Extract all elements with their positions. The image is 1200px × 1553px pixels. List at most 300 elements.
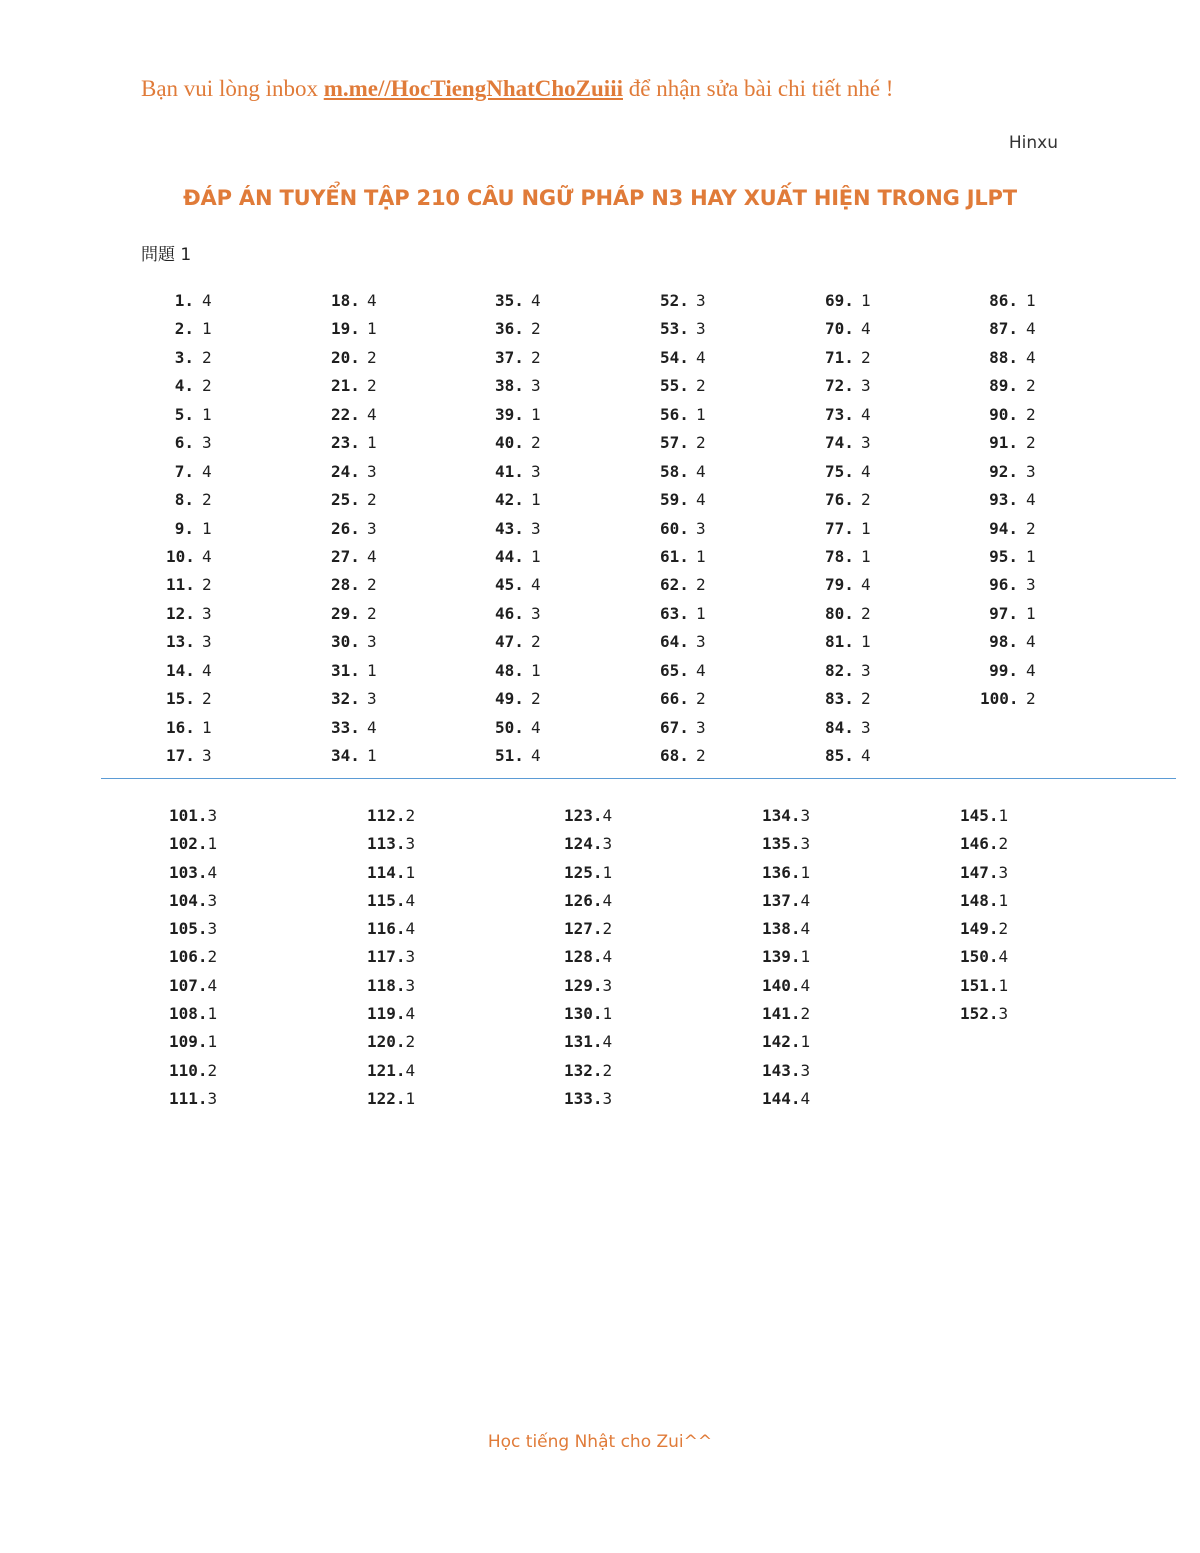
question-number: 134. — [762, 806, 801, 825]
answer-row — [367, 802, 415, 830]
answer-row — [762, 802, 810, 830]
question-number: 125. — [564, 862, 603, 882]
answer-row — [166, 600, 212, 628]
answer-row — [980, 543, 1036, 571]
question-number: 101. — [169, 806, 208, 825]
question-number: 77. — [825, 518, 854, 538]
answer-row — [367, 943, 415, 971]
question-number: 58. — [660, 461, 689, 481]
answer-row — [960, 943, 1008, 971]
question-number: 54. — [660, 347, 689, 367]
answer-choice: 1 — [405, 1088, 416, 1108]
answer-choice: 1 — [202, 404, 212, 424]
answer-row — [660, 287, 706, 315]
answer-choice: 1 — [531, 546, 541, 566]
answer-choice: 3 — [696, 319, 706, 339]
question-number: 103. — [169, 862, 208, 882]
answer-choice: 2 — [696, 433, 706, 453]
answer-choice: 4 — [367, 291, 377, 310]
question-number: 148. — [960, 890, 999, 910]
answer-choice: 2 — [367, 347, 377, 367]
answer-choice: 4 — [405, 1004, 416, 1024]
question-number: 131. — [564, 1032, 603, 1052]
answer-row — [960, 859, 1008, 887]
answer-column — [166, 287, 212, 770]
answer-choice: 4 — [531, 575, 541, 595]
question-number: 26. — [331, 518, 360, 538]
answer-row — [367, 1085, 415, 1113]
answer-choice: 3 — [998, 1004, 1009, 1024]
answer-choice: 2 — [531, 347, 541, 367]
answer-choice: 1 — [861, 291, 871, 310]
question-number: 5. — [174, 404, 194, 424]
question-number: 100. — [980, 689, 1019, 709]
question-number: 108. — [169, 1004, 208, 1024]
question-number: 66. — [660, 689, 689, 709]
answer-row — [495, 515, 541, 543]
answer-row — [495, 657, 541, 685]
answer-row — [660, 657, 706, 685]
question-number: 35. — [495, 291, 524, 310]
question-number: 11. — [166, 575, 195, 595]
answer-row — [564, 972, 612, 1000]
answer-row — [660, 486, 706, 514]
answer-choice: 1 — [202, 717, 212, 737]
answer-choice: 4 — [367, 717, 377, 737]
answer-choice: 1 — [531, 490, 541, 510]
answer-row — [825, 372, 871, 400]
answer-row — [980, 372, 1036, 400]
question-number: 87. — [989, 319, 1018, 339]
question-number: 44. — [495, 546, 524, 566]
answer-choice: 1 — [207, 1032, 218, 1052]
question-number: 119. — [367, 1004, 406, 1024]
answer-choice: 4 — [861, 404, 871, 424]
document-title: ĐÁP ÁN TUYỂN TẬP 210 CÂU NGỮ PHÁP N3 HAY XUẤT HIỆN TRONG JLPT — [183, 186, 1017, 210]
answer-choice: 2 — [531, 632, 541, 652]
answer-row — [564, 830, 612, 858]
answer-choice: 1 — [531, 660, 541, 680]
question-number: 20. — [331, 347, 360, 367]
question-number: 79. — [825, 575, 854, 595]
answer-row — [762, 1028, 810, 1056]
answer-row — [367, 972, 415, 1000]
question-number: 71. — [825, 347, 854, 367]
answer-choice: 4 — [602, 890, 613, 910]
answer-column — [169, 802, 217, 1113]
answer-row — [825, 458, 871, 486]
answer-row — [660, 515, 706, 543]
answer-row — [762, 830, 810, 858]
answer-row — [564, 887, 612, 915]
question-number: 8. — [174, 490, 194, 510]
question-number: 13. — [166, 632, 195, 652]
answer-choice: 1 — [1026, 546, 1036, 566]
answer-choice: 4 — [1026, 347, 1036, 367]
question-number: 68. — [660, 746, 689, 765]
answer-choice: 1 — [202, 518, 212, 538]
answer-choice: 2 — [531, 319, 541, 339]
question-number: 40. — [495, 433, 524, 453]
answer-column — [367, 802, 415, 1113]
answer-column — [660, 287, 706, 770]
question-number: 63. — [660, 603, 689, 623]
answer-row — [660, 401, 706, 429]
answer-row — [331, 372, 377, 400]
answer-row — [960, 887, 1008, 915]
question-number: 93. — [989, 490, 1018, 510]
question-number: 139. — [762, 947, 801, 967]
question-number: 3. — [174, 347, 194, 367]
answer-choice: 4 — [207, 975, 218, 995]
answer-row — [166, 742, 212, 770]
answer-row — [980, 401, 1036, 429]
answer-row — [660, 543, 706, 571]
author-name: Hinxu — [1008, 133, 1058, 153]
answer-choice: 2 — [861, 347, 871, 367]
answer-choice: 3 — [602, 834, 613, 854]
answer-row — [166, 543, 212, 571]
answer-choice: 4 — [861, 319, 871, 339]
answer-row — [367, 887, 415, 915]
question-number: 74. — [825, 433, 854, 453]
question-number: 129. — [564, 975, 603, 995]
answer-choice: 3 — [1026, 575, 1036, 595]
answer-choice: 4 — [1026, 319, 1036, 339]
answer-row — [331, 458, 377, 486]
question-number: 150. — [960, 947, 999, 967]
answer-choice: 2 — [207, 947, 218, 967]
answer-column — [762, 802, 810, 1113]
answer-row — [564, 915, 612, 943]
answer-row — [980, 315, 1036, 343]
answer-choice: 1 — [696, 404, 706, 424]
messenger-link[interactable]: m.me//HocTiengNhatChoZuiii — [323, 76, 623, 101]
answer-choice: 2 — [696, 746, 706, 765]
answer-choice: 1 — [602, 862, 613, 882]
question-number: 90. — [989, 404, 1018, 424]
answer-choice: 4 — [861, 575, 871, 595]
question-number: 51. — [495, 746, 524, 765]
answer-choice: 4 — [800, 890, 811, 910]
answer-choice: 2 — [207, 1060, 218, 1080]
question-number: 62. — [660, 575, 689, 595]
question-number: 107. — [169, 975, 208, 995]
question-number: 10. — [166, 546, 195, 566]
question-number: 60. — [660, 518, 689, 538]
answer-choice: 3 — [367, 518, 377, 538]
answer-choice: 2 — [405, 806, 416, 825]
answer-choice: 1 — [696, 546, 706, 566]
question-number: 16. — [166, 717, 195, 737]
answer-row — [980, 515, 1036, 543]
answer-row — [762, 887, 810, 915]
question-number: 4. — [174, 376, 194, 396]
answer-row — [825, 401, 871, 429]
question-number: 78. — [825, 546, 854, 566]
answer-choice: 3 — [367, 689, 377, 709]
answer-row — [660, 372, 706, 400]
answer-choice: 4 — [1026, 660, 1036, 680]
question-number: 99. — [989, 660, 1018, 680]
answer-choice: 4 — [602, 947, 613, 967]
answer-choice: 2 — [202, 689, 212, 709]
question-number: 42. — [495, 490, 524, 510]
question-number: 143. — [762, 1060, 801, 1080]
answer-choice: 2 — [202, 575, 212, 595]
answer-row — [331, 657, 377, 685]
question-number: 124. — [564, 834, 603, 854]
answer-row — [331, 571, 377, 599]
answer-choice: 3 — [531, 461, 541, 481]
question-number: 76. — [825, 490, 854, 510]
answer-choice: 3 — [202, 632, 212, 652]
answer-row — [331, 714, 377, 742]
question-number: 146. — [960, 834, 999, 854]
answer-choice: 4 — [800, 975, 811, 995]
answer-choice: 3 — [602, 1088, 613, 1108]
answer-choice: 4 — [602, 1032, 613, 1052]
answer-row — [169, 1028, 217, 1056]
answer-choice: 3 — [861, 376, 871, 396]
answer-choice: 4 — [207, 862, 218, 882]
question-number: 141. — [762, 1004, 801, 1024]
answer-choice: 4 — [696, 347, 706, 367]
answer-row — [762, 915, 810, 943]
answer-choice: 3 — [531, 603, 541, 623]
answer-choice: 3 — [861, 660, 871, 680]
answer-row — [495, 600, 541, 628]
question-number: 105. — [169, 919, 208, 939]
answer-row — [169, 1057, 217, 1085]
answer-choice: 2 — [1026, 689, 1036, 709]
question-number: 2. — [174, 319, 194, 339]
question-number: 48. — [495, 660, 524, 680]
question-number: 33. — [331, 717, 360, 737]
question-number: 59. — [660, 490, 689, 510]
question-number: 98. — [989, 632, 1018, 652]
question-number: 91. — [989, 433, 1018, 453]
answer-choice: 1 — [696, 603, 706, 623]
answer-choice: 2 — [367, 490, 377, 510]
question-number: 96. — [989, 575, 1018, 595]
answer-choice: 3 — [207, 1088, 218, 1108]
question-number: 122. — [367, 1088, 406, 1108]
answer-choice: 4 — [1026, 632, 1036, 652]
answer-row — [166, 372, 212, 400]
question-number: 75. — [825, 461, 854, 481]
section-divider — [101, 778, 1176, 779]
question-number: 92. — [989, 461, 1018, 481]
question-number: 31. — [331, 660, 360, 680]
question-number: 82. — [825, 660, 854, 680]
question-number: 126. — [564, 890, 603, 910]
answer-choice: 3 — [405, 947, 416, 967]
question-number: 86. — [989, 291, 1018, 310]
question-number: 120. — [367, 1032, 406, 1052]
answer-choice: 2 — [405, 1032, 416, 1052]
answer-row — [762, 1057, 810, 1085]
question-number: 15. — [166, 689, 195, 709]
question-number: 57. — [660, 433, 689, 453]
question-number: 17. — [166, 746, 195, 765]
question-number: 111. — [169, 1088, 208, 1108]
answer-row — [825, 315, 871, 343]
answer-row — [495, 571, 541, 599]
question-number: 1. — [174, 291, 194, 310]
answer-row — [169, 802, 217, 830]
answer-choice: 2 — [202, 490, 212, 510]
answer-choice: 2 — [861, 689, 871, 709]
answer-choice: 2 — [800, 1004, 811, 1024]
question-number: 95. — [989, 546, 1018, 566]
question-number: 70. — [825, 319, 854, 339]
answer-row — [166, 458, 212, 486]
answer-choice: 2 — [1026, 518, 1036, 538]
answer-row — [825, 515, 871, 543]
question-number: 55. — [660, 376, 689, 396]
answer-row — [331, 315, 377, 343]
answer-choice: 1 — [861, 546, 871, 566]
answer-choice: 1 — [207, 1004, 218, 1024]
answer-row — [495, 401, 541, 429]
answer-row — [660, 344, 706, 372]
answer-column — [331, 287, 377, 770]
answer-choice: 1 — [1026, 603, 1036, 623]
question-number: 83. — [825, 689, 854, 709]
answer-row — [169, 943, 217, 971]
answer-row — [980, 486, 1036, 514]
question-number: 45. — [495, 575, 524, 595]
answer-choice: 3 — [998, 862, 1009, 882]
question-number: 94. — [989, 518, 1018, 538]
question-number: 61. — [660, 546, 689, 566]
answer-row — [331, 685, 377, 713]
answer-choice: 3 — [800, 806, 811, 825]
answer-choice: 3 — [405, 834, 416, 854]
answer-row — [564, 859, 612, 887]
answer-row — [980, 685, 1036, 713]
answer-row — [960, 830, 1008, 858]
answer-row — [495, 315, 541, 343]
question-number: 136. — [762, 862, 801, 882]
answer-choice: 1 — [202, 319, 212, 339]
answer-choice: 4 — [531, 717, 541, 737]
question-number: 118. — [367, 975, 406, 995]
answer-row — [166, 486, 212, 514]
answer-choice: 4 — [696, 490, 706, 510]
question-number: 34. — [331, 746, 360, 765]
answer-row — [331, 401, 377, 429]
answer-row — [660, 685, 706, 713]
answer-row — [762, 943, 810, 971]
answer-choice: 4 — [531, 746, 541, 765]
answer-choice: 1 — [800, 1032, 811, 1052]
answer-row — [564, 943, 612, 971]
answer-choice: 1 — [861, 632, 871, 652]
answer-row — [331, 543, 377, 571]
answer-row — [980, 344, 1036, 372]
question-number: 117. — [367, 947, 406, 967]
question-number: 18. — [331, 291, 360, 310]
answer-choice: 3 — [367, 632, 377, 652]
answer-choice: 4 — [861, 461, 871, 481]
answer-row — [980, 458, 1036, 486]
answer-row — [825, 685, 871, 713]
answer-choice: 2 — [861, 490, 871, 510]
answer-row — [762, 972, 810, 1000]
answer-row — [166, 287, 212, 315]
answer-row — [495, 372, 541, 400]
answer-row — [495, 742, 541, 770]
answer-choice: 1 — [367, 433, 377, 453]
answer-choice: 2 — [202, 347, 212, 367]
question-number: 142. — [762, 1032, 801, 1052]
answer-row — [331, 429, 377, 457]
footer-text: Học tiếng Nhật cho Zui^^ — [487, 1432, 713, 1452]
answer-row — [660, 628, 706, 656]
question-number: 22. — [331, 404, 360, 424]
answer-row — [331, 344, 377, 372]
answer-row — [367, 1028, 415, 1056]
answer-choice: 1 — [367, 746, 377, 765]
answer-choice: 1 — [405, 862, 416, 882]
question-number: 130. — [564, 1004, 603, 1024]
answer-choice: 3 — [800, 834, 811, 854]
answer-row — [980, 657, 1036, 685]
answer-choice: 1 — [367, 319, 377, 339]
answer-choice: 1 — [531, 404, 541, 424]
answer-choice: 4 — [405, 890, 416, 910]
answer-choice: 3 — [531, 518, 541, 538]
answer-row — [825, 287, 871, 315]
answer-choice: 3 — [696, 291, 706, 310]
question-number: 72. — [825, 376, 854, 396]
question-number: 52. — [660, 291, 689, 310]
question-number: 89. — [989, 376, 1018, 396]
question-number: 65. — [660, 660, 689, 680]
question-number: 29. — [331, 603, 360, 623]
answer-row — [166, 429, 212, 457]
question-number: 102. — [169, 834, 208, 854]
answer-choice: 3 — [202, 433, 212, 453]
answer-choice: 4 — [405, 919, 416, 939]
answer-row — [495, 344, 541, 372]
answer-row — [660, 315, 706, 343]
answer-choice: 3 — [602, 975, 613, 995]
answer-row — [331, 600, 377, 628]
answer-choice: 4 — [531, 291, 541, 310]
answer-row — [660, 714, 706, 742]
answer-choice: 2 — [367, 376, 377, 396]
question-number: 46. — [495, 603, 524, 623]
answer-choice: 2 — [531, 433, 541, 453]
answer-row — [169, 915, 217, 943]
answer-row — [495, 458, 541, 486]
answer-choice: 3 — [800, 1060, 811, 1080]
answer-row — [169, 859, 217, 887]
answer-choice: 2 — [1026, 376, 1036, 396]
question-number: 9. — [174, 518, 194, 538]
answer-choice: 3 — [207, 919, 218, 939]
answer-row — [825, 429, 871, 457]
answer-row — [169, 830, 217, 858]
answer-row — [495, 429, 541, 457]
answer-row — [166, 515, 212, 543]
question-number: 6. — [174, 433, 194, 453]
question-number: 21. — [331, 376, 360, 396]
answer-row — [166, 714, 212, 742]
